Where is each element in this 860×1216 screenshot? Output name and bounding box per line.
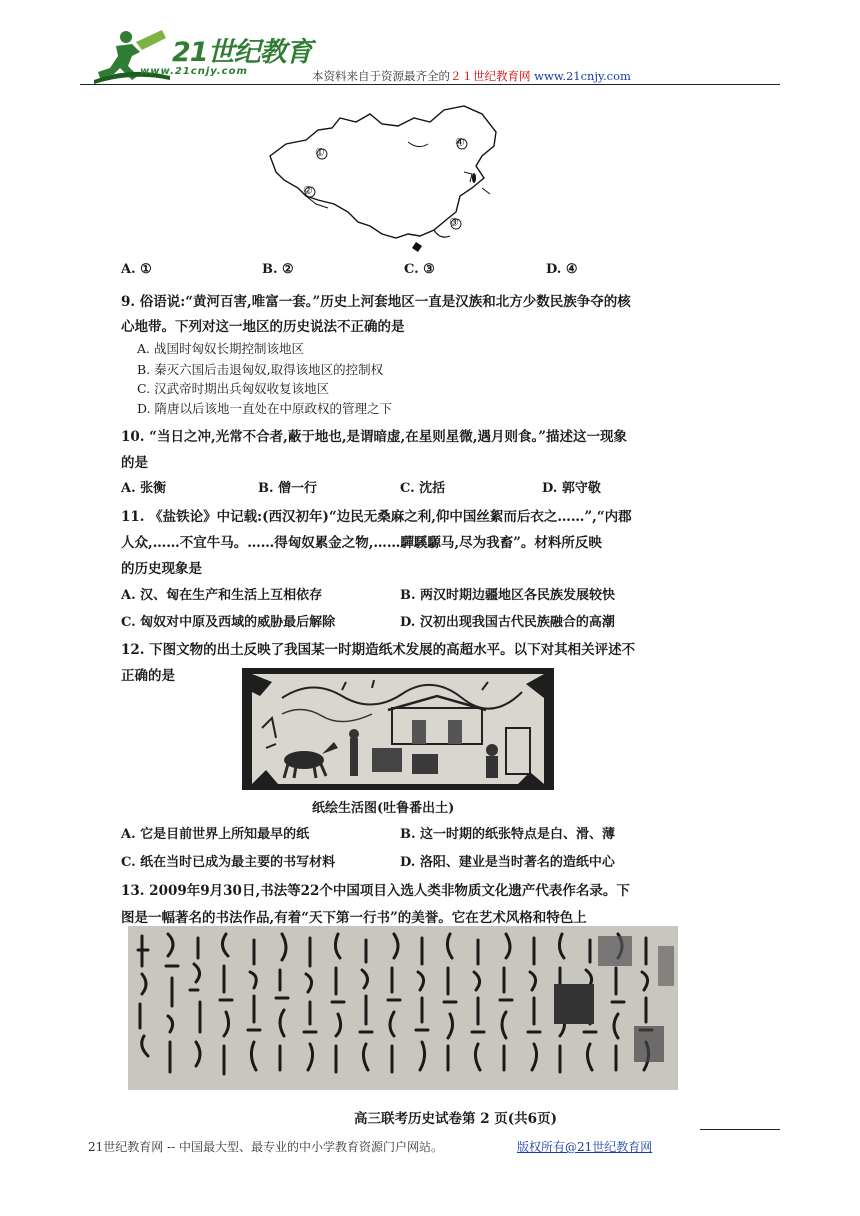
calligraphy-image <box>128 926 678 1090</box>
q9-option-b[interactable]: B. 秦灭六国后击退匈奴,取得该地区的控制权 <box>137 362 384 377</box>
q12-image-caption: 纸绘生活图(吐鲁番出土) <box>312 801 455 816</box>
q11-stem-line1: 11. 《盐铁论》中记载:(西汉初年)“边民无桑麻之利,仰中国丝絮而后衣之……”,“内郡 <box>121 509 632 525</box>
q11-option-b[interactable]: B. 两汉时期边疆地区各民族发展较快 <box>400 588 616 603</box>
map-marker-3: ③ <box>449 216 459 229</box>
logo-wordmark: 21世纪教育 <box>172 37 312 68</box>
logo-url: www.21cnjy.com <box>140 66 248 77</box>
q8-option-b[interactable]: B. ② <box>262 262 294 277</box>
q11-stem-line3: 的历史现象是 <box>121 561 202 577</box>
calligraphy-scroll-illustration <box>128 926 678 1090</box>
q12-option-c[interactable]: C. 纸在当时已成为最主要的书写材料 <box>121 855 336 870</box>
q9-stem-line1: 9. 俗语说:“黄河百害,唯富一套。”历史上河套地区一直是汉族和北方少数民族争夺的核 <box>121 294 631 310</box>
q12-option-b[interactable]: B. 这一时期的纸张特点是白、滑、薄 <box>400 827 616 842</box>
q10-option-a[interactable]: A. 张衡 <box>121 481 167 496</box>
q8-option-d[interactable]: D. ④ <box>546 262 578 277</box>
q9-option-d[interactable]: D. 隋唐以后该地一直处在中原政权的管理之下 <box>137 401 393 416</box>
q8-option-a[interactable]: A. ① <box>121 262 152 277</box>
china-outline-map <box>258 104 508 256</box>
q9-option-c[interactable]: C. 汉武帝时期出兵匈奴收复该地区 <box>137 381 330 396</box>
q10-stem-line1: 10. “当日之冲,光常不合者,蔽于地也,是谓暗虚,在星则星微,遇月则食。”描述这一现象 <box>121 429 627 445</box>
map-marker-1: ① <box>315 146 325 159</box>
q13-stem-line1: 13. 2009年9月30日,书法等22个中国项目入选人类非物质文化遗产代表作名录。下 <box>121 883 630 899</box>
q11-stem-line2: 人众,……不宜牛马。……得匈奴累金之物,……驒騱騵马,尽为我畜”。材料所反映 <box>121 535 602 551</box>
q12-stem-line2: 正确的是 <box>121 668 175 684</box>
header-source-prefix: 本资料来自于资源最齐全的 <box>312 69 450 83</box>
q10-option-d[interactable]: D. 郭守敬 <box>542 481 601 496</box>
q9-stem-line2: 心地带。下列对这一地区的历史说法不正确的是 <box>121 319 405 335</box>
paper-painting-image <box>242 668 554 790</box>
q8-option-c[interactable]: C. ③ <box>404 262 435 277</box>
china-map-figure <box>258 104 508 256</box>
q11-option-c[interactable]: C. 匈奴对中原及西域的威胁最后解除 <box>121 615 336 630</box>
q12-stem-line1: 12. 下图文物的出土反映了我国某一时期造纸术发展的高超水平。以下对其相关评述不 <box>121 642 636 658</box>
paper-painting-illustration <box>242 668 554 790</box>
q12-option-d[interactable]: D. 洛阳、建业是当时著名的造纸中心 <box>400 855 615 870</box>
map-marker-4: ④ <box>455 136 465 149</box>
header-source-site[interactable]: ２１世纪教育网 <box>450 69 531 83</box>
q13-stem-line2: 图是一幅著名的书法作品,有着“天下第一行书”的美誉。它在艺术风格和特色上 <box>121 910 587 926</box>
q12-option-a[interactable]: A. 它是目前世界上所知最早的纸 <box>121 827 310 842</box>
map-marker-2: ② <box>303 184 313 197</box>
q10-stem-line2: 的是 <box>121 455 148 471</box>
footer-divider <box>700 1129 780 1130</box>
header-divider <box>80 84 780 85</box>
q10-option-c[interactable]: C. 沈括 <box>400 481 446 496</box>
q10-option-b[interactable]: B. 僧一行 <box>258 481 318 496</box>
footer-site-description: 21世纪教育网 -- 中国最大型、最专业的中小学教育资源门户网站。 <box>88 1140 444 1154</box>
footer-copyright-link[interactable]: 版权所有@21世纪教育网 <box>517 1140 653 1154</box>
page-number: 高三联考历史试卷第 2 页(共6页) <box>354 1111 557 1127</box>
q11-option-d[interactable]: D. 汉初出现我国古代民族融合的高潮 <box>400 615 615 630</box>
header-source-line <box>312 68 631 84</box>
q11-option-a[interactable]: A. 汉、匈在生产和生活上互相依存 <box>121 588 323 603</box>
q9-option-a[interactable]: A. 战国时匈奴长期控制该地区 <box>137 341 304 356</box>
header-source-url[interactable]: www.21cnjy.com <box>534 69 631 83</box>
